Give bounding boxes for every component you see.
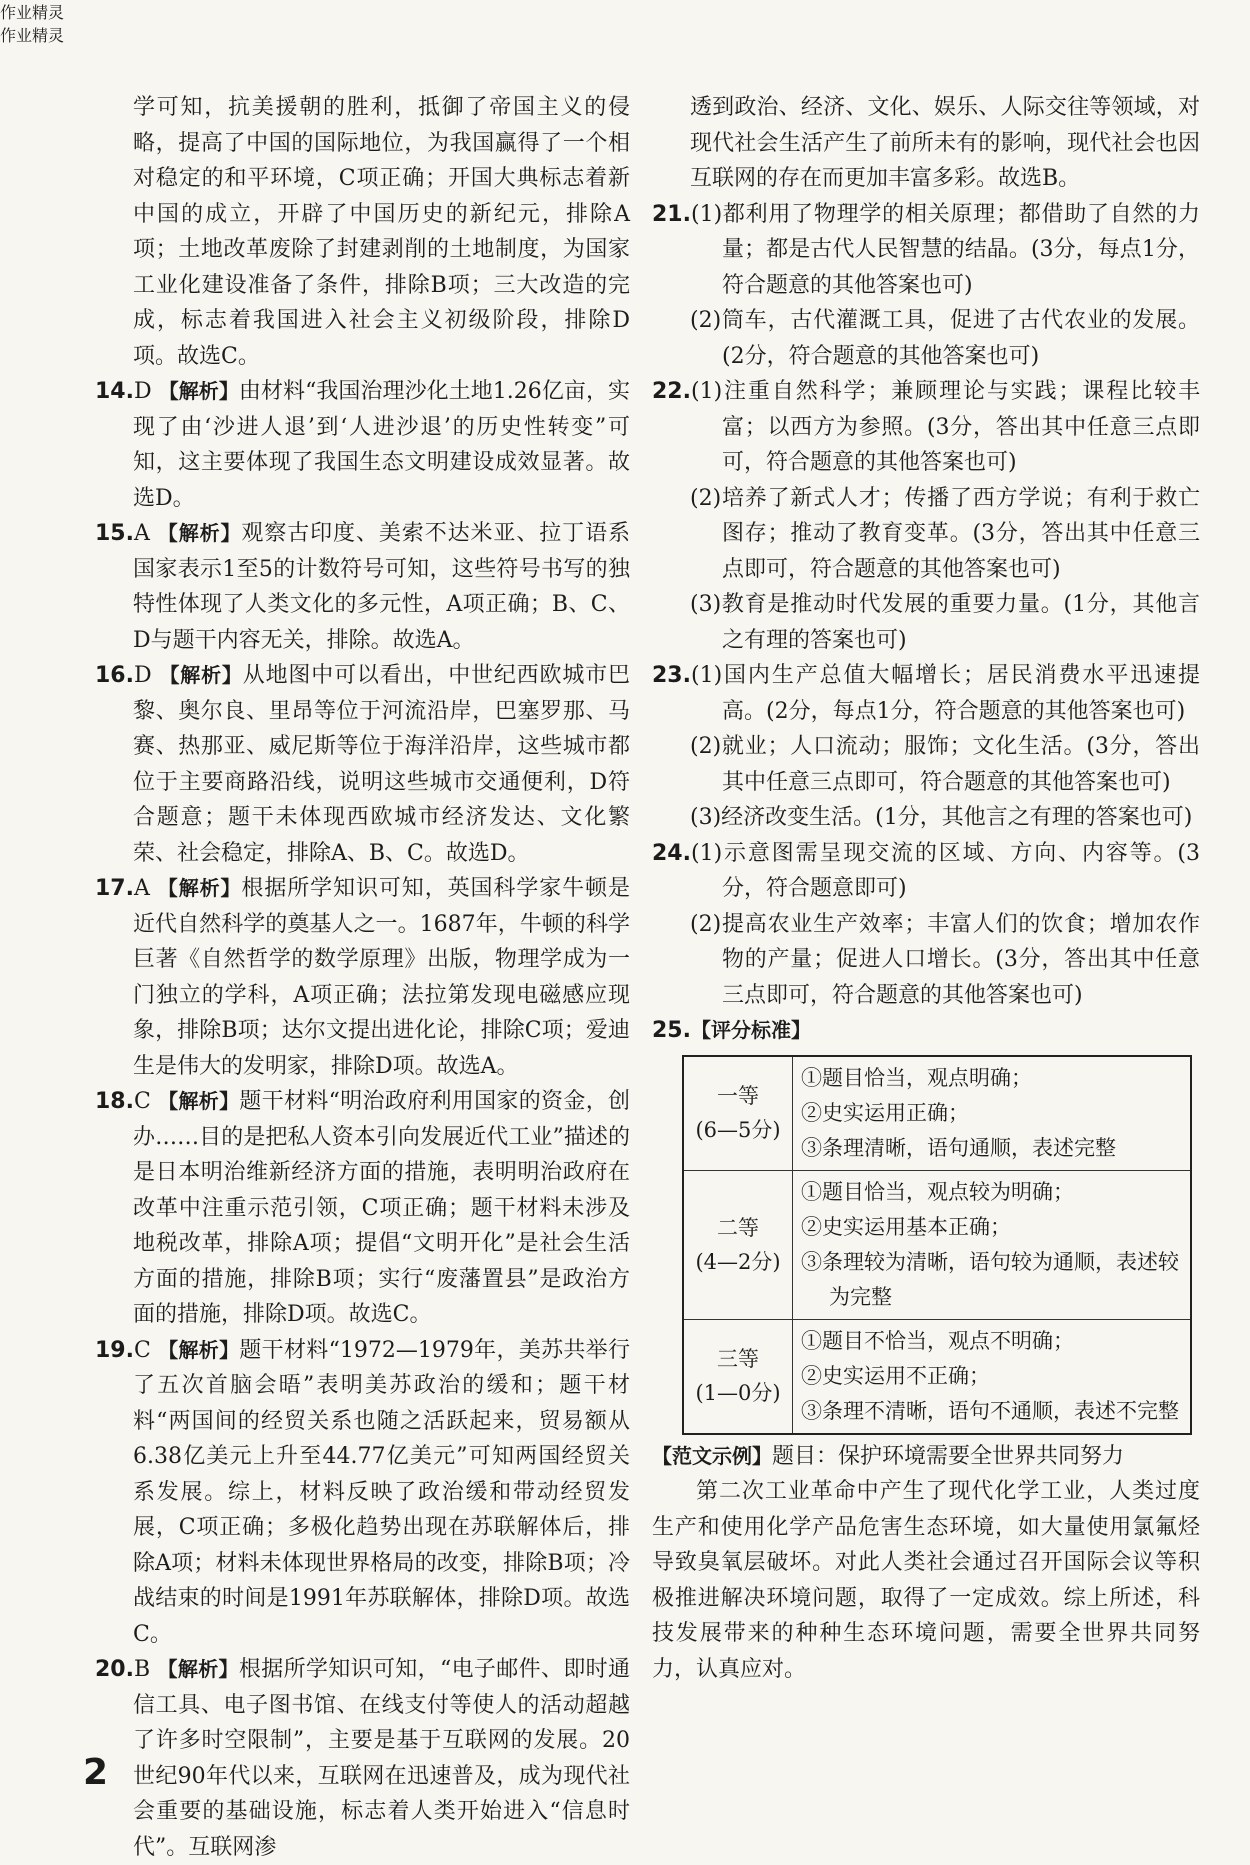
answer-item-15 — [95, 516, 630, 658]
sub-answer: (1)都利用了物理学的相关原理；都借助了自然的力量；都是古代人民智慧的结晶。(3分，每点1分，符合题意的其他答案也可) — [690, 201, 1200, 298]
item-text: 根据所学知识可知，英国科学家牛顿是近代自然科学的奠基人之一。1687年，牛顿的科学巨著《自然哲学的数学原理》出版，物理学成为一门独立的学科，A项正确；法拉第发现电磁感应现象，排除B项；达尔文提出进化论，排除C项；爱迪生是伟大的发明家，排除D项。故选A。 — [133, 876, 630, 1079]
sub-answer: (1)示意图需呈现交流的区域、方向、内容等。(3分，符合题意即可) — [690, 840, 1200, 901]
sub-answer: (3)经济改变生活。(1分，其他言之有理的答案也可) — [690, 805, 1193, 830]
analysis-tag: 【解析】 — [157, 1657, 239, 1681]
analysis-tag: 【解析】 — [158, 1337, 240, 1362]
watermark: 作业精灵 — [0, 26, 65, 45]
item-text: 从地图中可以看出，中世纪西欧城市巴黎、奥尔良、里昂等位于河流沿岸，巴塞罗那、马赛、热那亚、威尼斯等位于海洋沿岸，这些城市都位于主要商路沿线，说明这些城市交通便利，D符合题意；题干未体现西欧城市经济发达、文化繁荣、社会稳定，排除A、B、C。故选D。 — [133, 663, 630, 866]
item-text: 题干材料“明治政府利用国家的资金，创办……目的是把私人资本引向发展近代工业”描述的是日本明治维新经济方面的措施，表明明治政府在改革中注重示范引领，C项正确；题干材料未涉及地税改革，排除A项；提倡“文明开化”是社会生活方面的措施，排除B项；实行“废藩置县”是政治方面的措施，排除D项。故选C。 — [133, 1089, 631, 1327]
analysis-tag: 【解析】 — [158, 379, 239, 403]
item-number: 15. — [95, 521, 134, 546]
answer-item-19 — [95, 1333, 630, 1653]
item-number: 19. — [95, 1337, 134, 1363]
item-number: 20. — [95, 1657, 134, 1682]
item-text: 观察古印度、美索不达米亚、拉丁语系国家表示1至5的计数符号可知，这些符号书写的独特性体现了人类文化的多元性，A项正确；B、C、D与题干内容无关，排除。故选A。 — [133, 521, 630, 653]
item-answer: C — [133, 1337, 151, 1363]
analysis-tag: 【解析】 — [157, 521, 242, 545]
grade-row — [683, 1170, 1191, 1319]
item-answer: D — [133, 379, 152, 404]
grade-level — [683, 1319, 793, 1434]
item-number: 16. — [95, 663, 134, 688]
criterion: ①题目恰当，观点较为明确； — [801, 1179, 1074, 1204]
item-number: 18. — [95, 1089, 134, 1114]
item-number: 17. — [95, 876, 134, 901]
answer-item-16 — [95, 658, 630, 871]
grade-criteria — [793, 1056, 1192, 1171]
grade-level — [683, 1170, 793, 1319]
grade-level-range: (1—0分) — [695, 1381, 781, 1405]
item-number: 14. — [95, 379, 134, 404]
watermark: 作业精灵 — [0, 3, 65, 22]
item-number: 25. — [652, 1018, 691, 1043]
item-number: 23. — [652, 663, 691, 688]
answer-item-24 — [652, 836, 1200, 1014]
item-text: 题干材料“1972—1979年，美苏共举行了五次首脑会晤”表明美苏政治的缓和；题干材料“两国间的经贸关系也随之活跃起来，贸易额从6.38亿美元上升至44.77亿美元”可知两国经贸关系发展。综上，材料反映了政治缓和带动经贸发展，C项正确；多极化趋势出现在苏联解体后，排除A项；材料未体现世界格局的改变，排除B项；冷战结束的时间是1991年苏联解体，排除D项。故选C。 — [133, 1337, 630, 1647]
answer-item-21 — [652, 197, 1200, 375]
item-text: 由材料“我国治理沙化土地1.26亿亩，实现了由‘沙进人退’到‘人进沙退’的历史性转变”可知，这主要体现了我国生态文明建设成效显著。故选D。 — [133, 379, 631, 511]
grade-criteria — [793, 1170, 1192, 1319]
criterion: ①题目恰当，观点明确； — [801, 1065, 1032, 1090]
right-column — [652, 90, 1200, 1687]
example-essay-body: 第二次工业革命中产生了现代化学工业，人类过度生产和使用化学产品危害生态环境，如大量使用氯氟烃导致臭氧层破坏。对此人类社会通过召开国际会议等积极推进解决环境问题，取得了一定成效。综上所述，科技发展带来的种种生态环境问题，需要全世界共同努力，认真应对。 — [652, 1479, 1200, 1682]
criterion: ①题目不恰当，观点不明确； — [801, 1328, 1074, 1353]
answer-item-25 — [652, 1013, 1200, 1687]
criterion: ②史实运用基本正确； — [801, 1214, 1011, 1239]
grade-level-range: (6—5分) — [695, 1118, 781, 1142]
criterion: ③条理不清晰，语句不通顺，表述不完整 — [801, 1398, 1179, 1423]
item-answer: C — [133, 1089, 151, 1114]
item-answer: B — [133, 1657, 151, 1682]
page-number: 2 — [83, 1752, 109, 1793]
criterion: ②史实运用正确； — [801, 1100, 969, 1125]
grade-level-name: 一等 — [717, 1084, 759, 1108]
item-number: 21. — [652, 201, 691, 227]
sub-answer: (1)注重自然科学；兼顾理论与实践；课程比较丰富；以西方为参照。(3分，答出其中任意三点即可，符合题意的其他答案也可) — [690, 379, 1200, 475]
answer-item-22 — [652, 374, 1200, 658]
grade-row — [683, 1319, 1191, 1434]
example-essay-title: 题目：保护环境需要全世界共同努力 — [772, 1443, 1125, 1469]
sub-answer: (3)教育是推动时代发展的重要力量。(1分，其他言之有理的答案也可) — [690, 592, 1200, 653]
criterion: ③条理清晰，语句通顺，表述完整 — [801, 1135, 1116, 1160]
sub-answer: (2)筒车，古代灌溉工具，促进了古代农业的发展。(2分，符合题意的其他答案也可) — [690, 308, 1200, 369]
answer-item-17 — [95, 871, 630, 1084]
grading-table — [682, 1055, 1192, 1435]
answer-item-20 — [95, 1652, 630, 1865]
q13-continuation: 学可知，抗美援朝的胜利，抵御了帝国主义的侵略，提高了中国的国际地位，为我国赢得了一个相对稳定的和平环境，C项正确；开国大典标志着新中国的成立，开辟了中国历史的新纪元，排除A项；土地改革废除了封建剥削的土地制度，为国家工业化建设准备了条件，排除B项；三大改造的完成，标志着我国进入社会主义初级阶段，排除D项。故选C。 — [133, 95, 630, 369]
item-number: 24. — [652, 840, 691, 866]
item-answer: D — [133, 663, 152, 688]
scoring-standard-heading: 【评分标准】 — [690, 1018, 811, 1042]
answer-item-23 — [652, 658, 1200, 836]
answer-item-18 — [95, 1084, 630, 1333]
item-answer: A — [133, 876, 150, 901]
grade-level-name: 二等 — [717, 1215, 759, 1240]
criterion: ③条理较为清晰，语句较为通顺，表述较为完整 — [801, 1249, 1179, 1309]
grade-level-range: (4—2分) — [695, 1249, 781, 1274]
sub-answer: (2)就业；人口流动；服饰；文化生活。(3分，答出其中任意三点即可，符合题意的其他答案也可) — [690, 734, 1200, 795]
sub-answer: (2)提高农业生产效率；丰富人们的饮食；增加农作物的产量；促进人口增长。(3分，答出其中任意三点即可，符合题意的其他答案也可) — [690, 911, 1200, 1008]
analysis-tag: 【解析】 — [158, 1089, 240, 1113]
left-column — [95, 90, 630, 1865]
item-number: 22. — [652, 379, 691, 404]
example-essay-tag: 【范文示例】 — [652, 1443, 772, 1468]
q20-continuation: 透到政治、经济、文化、娱乐、人际交往等领域，对现代社会生活产生了前所未有的影响，现代社会也因互联网的存在而更加丰富多彩。故选B。 — [690, 95, 1200, 191]
sub-answer: (1)国内生产总值大幅增长；居民消费水平迅速提高。(2分，每点1分，符合题意的其他答案也可) — [690, 663, 1200, 724]
grade-level-name: 三等 — [717, 1347, 759, 1371]
answer-item-14 — [95, 374, 630, 516]
grade-criteria — [793, 1319, 1192, 1434]
analysis-tag: 【解析】 — [157, 876, 242, 900]
item-text: 根据所学知识可知，“电子邮件、即时通信工具、电子图书馆、在线支付等使人的活动超越了许多时空限制”，主要是基于互联网的发展。20世纪90年代以来，互联网在迅速普及，成为现代社会重要的基础设施，标志着人类开始进入“信息时代”。互联网渗 — [133, 1657, 631, 1860]
analysis-tag: 【解析】 — [159, 663, 243, 687]
grade-level — [683, 1056, 793, 1171]
grade-row — [683, 1056, 1191, 1171]
item-answer: A — [133, 521, 150, 546]
sub-answer: (2)培养了新式人才；传播了西方学说；有利于救亡图存；推动了教育变革。(3分，答出其中任意三点即可，符合题意的其他答案也可) — [690, 485, 1200, 582]
criterion: ②史实运用不正确； — [801, 1363, 990, 1388]
